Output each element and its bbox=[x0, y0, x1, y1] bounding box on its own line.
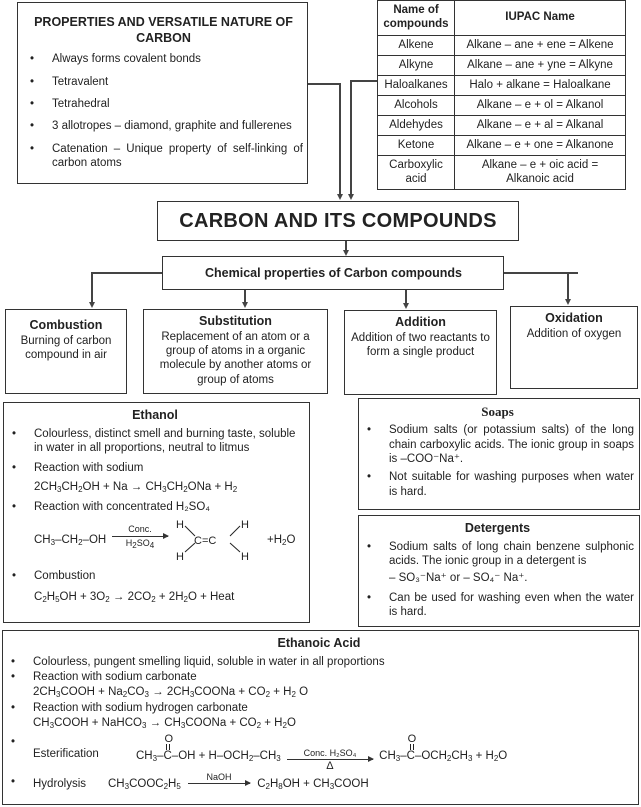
compound-cell: Aldehydes bbox=[378, 116, 455, 136]
sodium-reaction-equation: $2CH_3CH_2OH + Na \to CH_3CH_2ONa + H_2$ bbox=[34, 480, 238, 494]
connector-line bbox=[308, 83, 339, 85]
esterification-equation: $CH_3-C$ O $-OH + H-OCH_2-CH_3$ Conc. H₂SO₄ Δ $CH_3-C$ O $-OCH_2CH_3 + H_2O$ bbox=[136, 732, 508, 772]
detergents-item: • Can be used for washing even when the water is hard. bbox=[361, 591, 634, 620]
reaction-desc: Replacement of an atom or a group of atoms in a organic molecule by another atoms or group of atoms bbox=[159, 330, 312, 386]
soaps-box bbox=[358, 398, 640, 510]
arrow-label-bottom: Δ bbox=[326, 759, 334, 772]
iupac-cell: Alkane – ane + yne = Alkyne bbox=[455, 56, 626, 76]
connector-line bbox=[350, 80, 352, 195]
esterification-label: • Esterification bbox=[33, 747, 99, 760]
ethanoic-acid-title: Ethanoic Acid bbox=[277, 636, 361, 650]
soaps-title: Soaps bbox=[481, 404, 514, 419]
acid-item-text: Reaction with sodium hydrogen carbonate bbox=[33, 701, 248, 714]
table-row bbox=[378, 96, 626, 116]
reaction-title: Combustion bbox=[29, 318, 103, 332]
ethanol-title: Ethanol bbox=[132, 408, 178, 422]
iupac-table bbox=[377, 0, 626, 190]
property-item: • Catenation – Unique property of self-linking of carbon atoms bbox=[24, 142, 303, 171]
arrow-down-icon bbox=[337, 194, 343, 200]
chemical-properties-title: Chemical properties of Carbon compounds bbox=[162, 256, 504, 290]
arrow-label-top: NaOH bbox=[206, 772, 232, 783]
reaction-arrow-icon bbox=[112, 536, 168, 537]
property-item: • 3 allotropes – diamond, graphite and fullerenes bbox=[24, 119, 303, 133]
connector-line bbox=[405, 290, 407, 304]
detergents-title: Detergents bbox=[464, 521, 531, 535]
compound-cell: Alcohols bbox=[378, 96, 455, 116]
substitution-box bbox=[143, 309, 328, 394]
property-item: • Tetrahedral bbox=[24, 97, 303, 111]
dehydration-equation: $CH_3-CH_2-OH$ Conc. $H_2SO_4$ H H H H C=C $+H_2O$ bbox=[34, 518, 296, 563]
iupac-cell: Alkane – e + al = Alkanal bbox=[455, 116, 626, 136]
detergents-box bbox=[358, 515, 640, 627]
detergents-item-text: Sodium salts of long chain benzene sulphonic acids. The ionic group in a detergent is bbox=[389, 540, 634, 567]
iupac-cell: Alkane – ane + ene = Alkene bbox=[455, 36, 626, 56]
column-header: Name of compounds bbox=[378, 1, 455, 36]
ethanol-item bbox=[6, 569, 304, 605]
connector-line bbox=[567, 272, 569, 300]
ethanoic-acid-box bbox=[2, 630, 639, 805]
reaction-desc: Addition of oxygen bbox=[526, 327, 622, 340]
water-product: $+H_2O$ bbox=[267, 533, 296, 547]
table-row bbox=[378, 76, 626, 96]
iupac-cell: Alkane – e + ol = Alkanol bbox=[455, 96, 626, 116]
properties-box bbox=[17, 2, 308, 184]
acid-item-text: Reaction with sodium carbonate bbox=[33, 671, 197, 683]
connector-line bbox=[91, 272, 93, 303]
properties-title: PROPERTIES AND VERSATILE NATURE OF CARBON bbox=[34, 15, 293, 45]
main-title: CARBON AND ITS COMPOUNDS bbox=[157, 201, 519, 241]
compound-cell: Haloalkanes bbox=[378, 76, 455, 96]
ethanol-box bbox=[3, 402, 310, 623]
ethene-structure-icon bbox=[174, 517, 264, 563]
property-item: • Tetravalent bbox=[24, 75, 303, 89]
soaps-item: • Sodium salts (or potassium salts) of the long chain carboxylic acids. The ionic group in soaps is –COO⁻Na⁺. bbox=[361, 423, 634, 466]
svg-text:H: H bbox=[176, 518, 184, 531]
iupac-cell: Halo + alkane = Haloalkane bbox=[455, 76, 626, 96]
acid-item bbox=[5, 670, 633, 700]
ethanol-item-text: Combustion bbox=[34, 569, 96, 582]
combustion-box bbox=[5, 309, 127, 394]
reaction-title: Addition bbox=[395, 315, 446, 329]
acid-item bbox=[5, 772, 633, 795]
arrow-label-top: Conc. bbox=[128, 523, 152, 534]
bicarbonate-reaction-equation: $CH_3COOH$ + NaHCO$_3$ → $CH_3COONa + CO_2 + H_2O$ bbox=[33, 717, 296, 731]
combustion-equation: $C_2H_5OH + 3O_2 \to 2CO_2 + 2H_2O$ + Heat bbox=[34, 590, 235, 604]
soaps-item: • Not suitable for washing purposes when water is hard. bbox=[361, 470, 634, 499]
ethanol-item-text: Reaction with sodium bbox=[34, 462, 144, 475]
reaction-arrow-icon bbox=[287, 759, 373, 760]
reaction-title: Oxidation bbox=[545, 311, 603, 325]
acid-item: • Colourless, pungent smelling liquid, soluble in water in all proportions bbox=[5, 655, 633, 669]
iupac-cell: Alkane – e + one = Alkanone bbox=[455, 136, 626, 156]
arrow-down-icon bbox=[565, 299, 571, 305]
ethanol-item bbox=[6, 500, 304, 562]
table-header-row bbox=[378, 1, 626, 36]
svg-text:H: H bbox=[176, 550, 184, 563]
ethanol-item-text: Reaction with concentrated H₂SO₄ bbox=[34, 501, 210, 514]
reaction-title: Substitution bbox=[199, 314, 272, 328]
table-row bbox=[378, 116, 626, 136]
acid-item bbox=[5, 732, 633, 772]
table-row bbox=[378, 56, 626, 76]
connector-line bbox=[339, 83, 341, 195]
detergent-ionic-formula: – SO₃⁻Na⁺ or – SO₄⁻ Na⁺. bbox=[389, 572, 528, 585]
table-row bbox=[378, 136, 626, 156]
ethanol-item bbox=[6, 427, 304, 456]
property-item: • Always forms covalent bonds bbox=[24, 52, 303, 66]
compound-cell: Alkene bbox=[378, 36, 455, 56]
table-row bbox=[378, 156, 626, 190]
ethanol-item-text: Colourless, distinct smell and burning taste, soluble in water in all proportions, neutral to litmus bbox=[34, 427, 296, 454]
oxidation-box bbox=[510, 306, 638, 389]
reaction-arrow-icon bbox=[188, 783, 250, 784]
addition-box bbox=[344, 310, 497, 395]
carbonate-reaction-equation: $2CH_3COOH + Na_2CO_3$ → $2CH_3COONa + CO_2 + H_2$ O bbox=[33, 686, 309, 700]
compound-cell: Ketone bbox=[378, 136, 455, 156]
table-row bbox=[378, 36, 626, 56]
arrow-down-icon bbox=[348, 194, 354, 200]
iupac-cell: Alkane – e + oic acid = Alkanoic acid bbox=[455, 156, 626, 190]
arrow-down-icon bbox=[89, 302, 95, 308]
compound-cell: Carboxylic acid bbox=[378, 156, 455, 190]
arrow-down-icon bbox=[403, 303, 409, 309]
connector-line bbox=[350, 80, 377, 82]
acid-item bbox=[5, 701, 633, 731]
hydrolysis-label: • Hydrolysis bbox=[33, 777, 87, 790]
arrow-down-icon bbox=[242, 302, 248, 308]
detergents-item bbox=[361, 540, 634, 586]
reaction-desc: Burning of carbon compound in air bbox=[20, 334, 112, 361]
column-header: IUPAC Name bbox=[455, 1, 626, 36]
hydrolysis-equation: $CH_3COOC_2H_5$ NaOH $C_2H_8OH$ + $CH_3COOH$ bbox=[108, 772, 369, 791]
svg-text:C=C: C=C bbox=[194, 534, 217, 547]
compound-cell: Alkyne bbox=[378, 56, 455, 76]
ethanol-item bbox=[6, 461, 304, 494]
svg-text:H: H bbox=[241, 518, 249, 531]
arrow-label-top: Conc. H₂SO₄ bbox=[303, 747, 357, 758]
svg-text:H: H bbox=[241, 550, 249, 563]
reaction-desc: Addition of two reactants to form a single product bbox=[351, 331, 490, 358]
connector-line bbox=[91, 272, 162, 274]
